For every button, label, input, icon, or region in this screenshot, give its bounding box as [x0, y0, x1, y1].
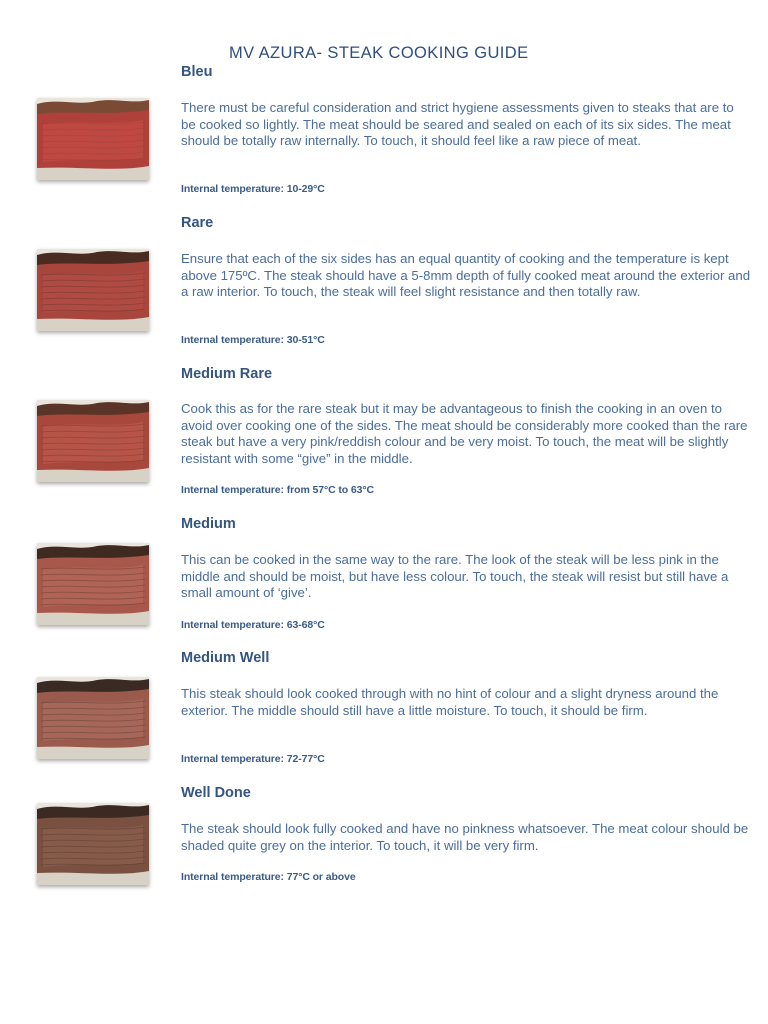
steak-photo: [37, 543, 149, 625]
section-heading: Medium: [181, 516, 236, 532]
section-description: This steak should look cooked through with no hint of colour and a slight dryness around the exterior. The middle should still have a little moisture. To touch, it should be firm.: [181, 686, 719, 718]
steak-illustration: [37, 543, 149, 625]
steak-photo: [37, 803, 149, 885]
section-heading: Medium Well: [181, 650, 270, 666]
section-description: There must be careful consideration and strict hygiene assessments given to steaks that are to be cooked so lightly. The meat should be seared and sealed on each of its six sides. The meat should be totally raw internally. To touch, it should feel like a raw piece of meat.: [181, 100, 734, 149]
internal-temperature: Internal temperature: 77°C or above: [181, 871, 356, 883]
internal-temperature: Internal temperature: 30-51°C: [181, 334, 325, 346]
internal-temperature: Internal temperature: 10-29°C: [181, 183, 325, 195]
internal-temperature: Internal temperature: 63-68°C: [181, 619, 325, 631]
steak-illustration: [37, 400, 149, 482]
internal-temperature: Internal temperature: from 57°C to 63°C: [181, 484, 374, 496]
section-description: The steak should look fully cooked and have no pinkness whatsoever. The meat colour should be shaded quite grey on the interior. To touch, it will be very firm.: [181, 821, 749, 853]
section-heading: Well Done: [181, 785, 251, 801]
steak-photo: [37, 249, 149, 331]
steak-illustration: [37, 677, 149, 759]
steak-illustration: [37, 803, 149, 885]
section-heading: Medium Rare: [181, 366, 273, 382]
steak-photo: [37, 98, 149, 180]
steak-illustration: [37, 249, 149, 331]
steak-photo: [37, 400, 149, 482]
section-heading: Bleu: [181, 64, 213, 80]
section-description: This can be cooked in the same way to the rare. The look of the steak will be less pink in the middle and should be moist, but have less colour. To touch, the steak will resist but still have a small amount of ‘give’.: [181, 552, 729, 601]
section-description: Ensure that each of the six sides has an equal quantity of cooking and the temperature is kept above 175ºC. The steak should have a 5-8mm depth of fully cooked meat around the exterior and a raw interior. To touch, the steak will feel slight resistance and then totally raw.: [181, 251, 751, 300]
steak-illustration: [37, 98, 149, 180]
section-description: Cook this as for the rare steak but it may be advantageous to finish the cooking in an oven to avoid over cooking one of the sides. The meat should be considerably more cooked than the rare steak but have a very pink/reddish colour and be very moist. To touch, the meat will be slightly resistant with some “give” in the middle.: [181, 401, 748, 466]
steak-photo: [37, 677, 149, 759]
section-heading: Rare: [181, 215, 214, 231]
page-title: MV AZURA- STEAK COOKING GUIDE: [229, 44, 529, 62]
internal-temperature: Internal temperature: 72-77°C: [181, 753, 325, 765]
